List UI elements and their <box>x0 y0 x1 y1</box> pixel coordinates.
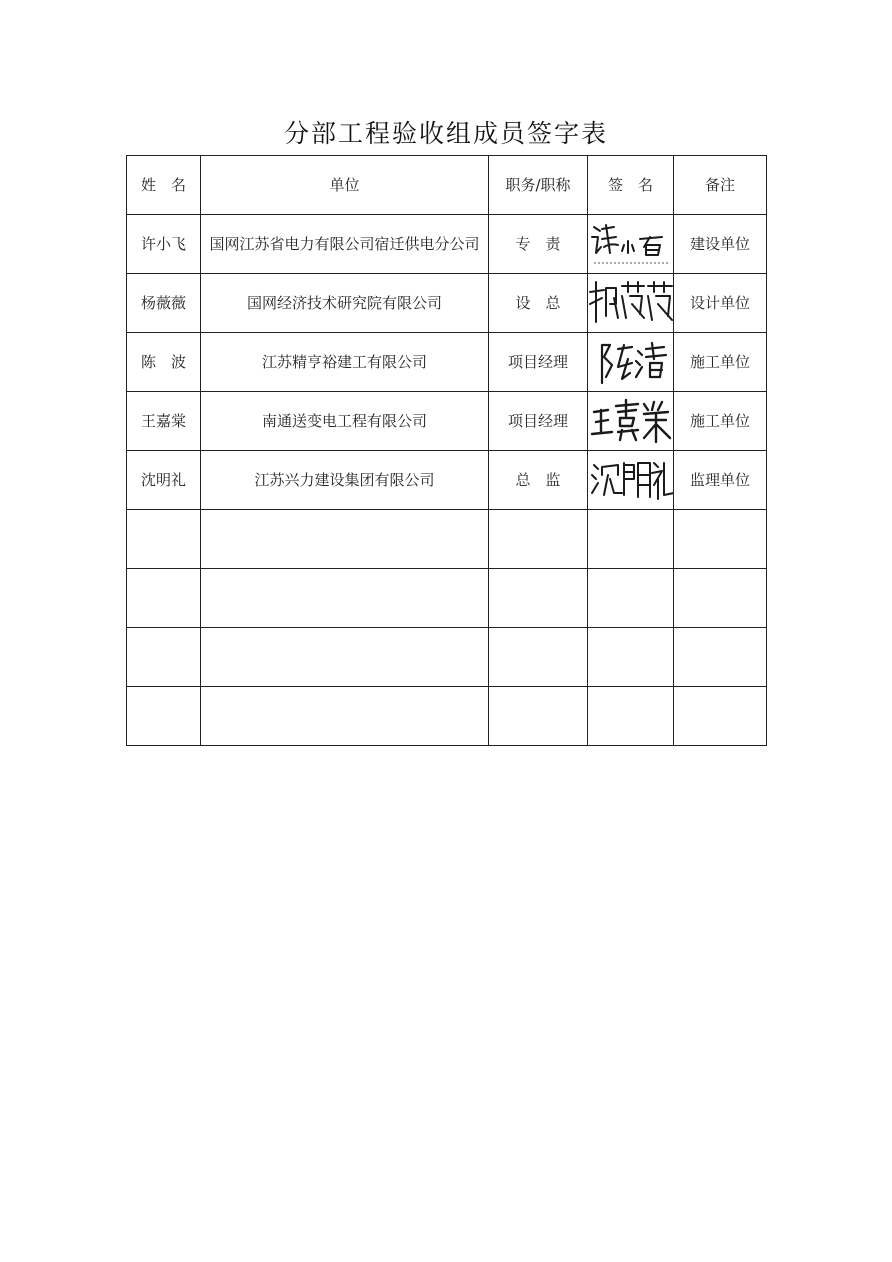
empty-cell <box>674 569 767 628</box>
signature-table <box>126 155 767 746</box>
table-row-empty <box>127 569 767 628</box>
member-remark: 施工单位 <box>674 392 767 451</box>
table-row <box>127 392 767 451</box>
handwritten-signature <box>588 451 673 509</box>
empty-cell <box>489 569 588 628</box>
empty-cell <box>127 687 201 746</box>
empty-cell <box>489 510 588 569</box>
handwritten-signature <box>588 392 673 450</box>
table-row <box>127 333 767 392</box>
header-remark: 备注 <box>674 156 767 215</box>
member-position: 总 监 <box>489 451 588 510</box>
signature-cell <box>588 392 674 451</box>
signature-cell <box>588 451 674 510</box>
table-row <box>127 451 767 510</box>
empty-cell <box>588 510 674 569</box>
empty-cell <box>588 687 674 746</box>
member-unit: 国网经济技术研究院有限公司 <box>201 274 489 333</box>
member-name: 陈 波 <box>127 333 201 392</box>
empty-cell <box>127 569 201 628</box>
member-unit: 国网江苏省电力有限公司宿迁供电分公司 <box>201 215 489 274</box>
table-row-empty <box>127 628 767 687</box>
signature-cell <box>588 333 674 392</box>
member-name: 王嘉棠 <box>127 392 201 451</box>
empty-cell <box>489 687 588 746</box>
member-unit: 江苏兴力建设集团有限公司 <box>201 451 489 510</box>
handwritten-signature <box>588 215 673 273</box>
empty-cell <box>588 628 674 687</box>
empty-cell <box>489 628 588 687</box>
page-title: 分部工程验收组成员签字表 <box>283 119 608 148</box>
header-position: 职务/职称 <box>489 156 588 215</box>
member-position: 项目经理 <box>489 392 588 451</box>
empty-cell <box>201 569 489 628</box>
handwritten-signature <box>588 333 673 391</box>
empty-cell <box>127 510 201 569</box>
empty-cell <box>201 687 489 746</box>
empty-cell <box>201 628 489 687</box>
table-row-empty <box>127 687 767 746</box>
empty-cell <box>201 510 489 569</box>
member-name: 许小飞 <box>127 215 201 274</box>
empty-cell <box>674 628 767 687</box>
member-position: 项目经理 <box>489 333 588 392</box>
header-name: 姓 名 <box>127 156 201 215</box>
member-position: 专 责 <box>489 215 588 274</box>
member-name: 沈明礼 <box>127 451 201 510</box>
empty-cell <box>674 687 767 746</box>
empty-cell <box>674 510 767 569</box>
empty-cell <box>127 628 201 687</box>
table-row-empty <box>127 510 767 569</box>
member-position: 设 总 <box>489 274 588 333</box>
empty-cell <box>588 569 674 628</box>
member-remark: 施工单位 <box>674 333 767 392</box>
signature-cell <box>588 215 674 274</box>
member-remark: 监理单位 <box>674 451 767 510</box>
table-row <box>127 215 767 274</box>
handwritten-signature <box>588 274 673 332</box>
table-row <box>127 274 767 333</box>
member-unit: 江苏精亨裕建工有限公司 <box>201 333 489 392</box>
table-header-row <box>127 156 767 215</box>
member-unit: 南通送变电工程有限公司 <box>201 392 489 451</box>
signature-cell <box>588 274 674 333</box>
header-signature: 签 名 <box>588 156 674 215</box>
member-remark: 建设单位 <box>674 215 767 274</box>
member-name: 杨薇薇 <box>127 274 201 333</box>
member-remark: 设计单位 <box>674 274 767 333</box>
header-unit: 单位 <box>201 156 489 215</box>
